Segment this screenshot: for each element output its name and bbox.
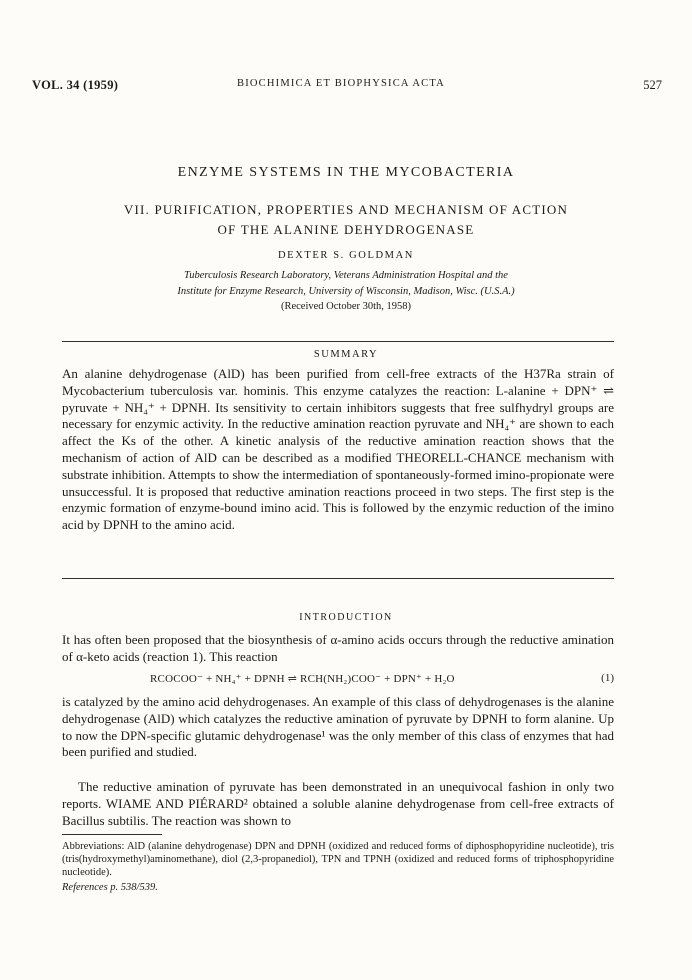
footnote-abbreviations: Abbreviations: AlD (alanine dehydrogenase) DPN and DPNH (oxidized and reduced forms of diphosphopyridine nucleotide), tris (tris(hydroxymethyl)aminomethane), diol (2,3-propanediol), TPN and TPNH (oxidized and reduced forms of triphosphopyridine nucleotide). [62, 841, 614, 878]
reaction-equation [62, 672, 614, 690]
paper-title [0, 200, 692, 240]
paper-title-line2: OF THE ALANINE DEHYDROGENASE [217, 222, 475, 237]
affiliation-line2: Institute for Enzyme Research, University of Wisconsin, Madison, Wisc. (U.S.A.) [177, 286, 515, 297]
intro-paragraph-2: is catalyzed by the amino acid dehydrogenases. An example of this class of dehydrogenases is the alanine dehydrogenase (AlD) which catalyzes the reductive amination of pyruvate by DPNH to form alanine. Up to now the DPN-specific glutamic dehydrogenase¹ was the only member of this class of enzymes that had been purified and studied. [62, 694, 614, 760]
series-title: ENZYME SYSTEMS IN THE MYCOBACTERIA [177, 165, 515, 180]
equation-text: RCOCOO⁻ + NH₄⁺ + DPNH ⇌ RCH(NH₂)COO⁻ + DPN⁺ + H₂O [150, 673, 455, 685]
intro-paragraph-3: The reductive amination of pyruvate has been demonstrated in an unequivocal fashion in only two reports. WIAME AND PIÉRARD² obtained a soluble alanine dehydrogenase from cell-free extracts of Bacillus subtilis. The reaction was shown to [62, 779, 614, 828]
page-number: 527 [643, 78, 662, 92]
equation-number: (1) [601, 672, 614, 684]
affiliation [0, 268, 692, 300]
introduction-heading: INTRODUCTION [299, 612, 393, 623]
running-header [32, 78, 662, 98]
summary-text: An alanine dehydrogenase (AlD) has been purified from cell-free extracts of the H37Ra strain of Mycobacterium tuberculosis var. hominis. This enzyme catalyzes the reaction: L-alanine + DPN⁺ ⇌ pyruvate + NH₄⁺ + DPNH. Its sensitivity to certain inhibitors suggests that free sulfhydryl groups are necessary for enzymic activity. In the reductive amination reaction pyruvate and NH₄⁺ are shown to each affect the Ks of the other. A kinetic analysis of the reductive amination reaction shows that the mechanism of action of AlD can be described as a modified THEORELL-CHANCE mechanism with substrate inhibition. Attempts to show the intermediation of spontaneously-formed imino-propionate were unsuccessful. It is proposed that reductive amination reactions proceed in two steps. The first step is the enzymic formation of enzyme-bound imino acid. This is followed by the enzymic reduction of the imino acid by DPNH to the amino acid. [62, 366, 614, 533]
paper-title-line1: VII. PURIFICATION, PROPERTIES AND MECHANISM OF ACTION [123, 202, 569, 217]
affiliation-line1: Tuberculosis Research Laboratory, Veterans Administration Hospital and the [184, 270, 508, 281]
summary-top-rule [62, 341, 614, 342]
footnote-rule [62, 834, 162, 835]
journal-name: BIOCHIMICA ET BIOPHYSICA ACTA [237, 78, 445, 89]
intro-paragraph-1: It has often been proposed that the biosynthesis of α-amino acids occurs through the reductive amination of α-keto acids (reaction 1). This reaction [62, 632, 614, 664]
volume-label: VOL. 34 (1959) [32, 78, 119, 92]
author-name: DEXTER S. GOLDMAN [278, 250, 414, 261]
references-pointer: References p. 538/539. [62, 882, 158, 893]
summary-bottom-rule [62, 578, 614, 579]
summary-heading: SUMMARY [313, 349, 379, 360]
received-date: (Received October 30th, 1958) [280, 301, 412, 312]
